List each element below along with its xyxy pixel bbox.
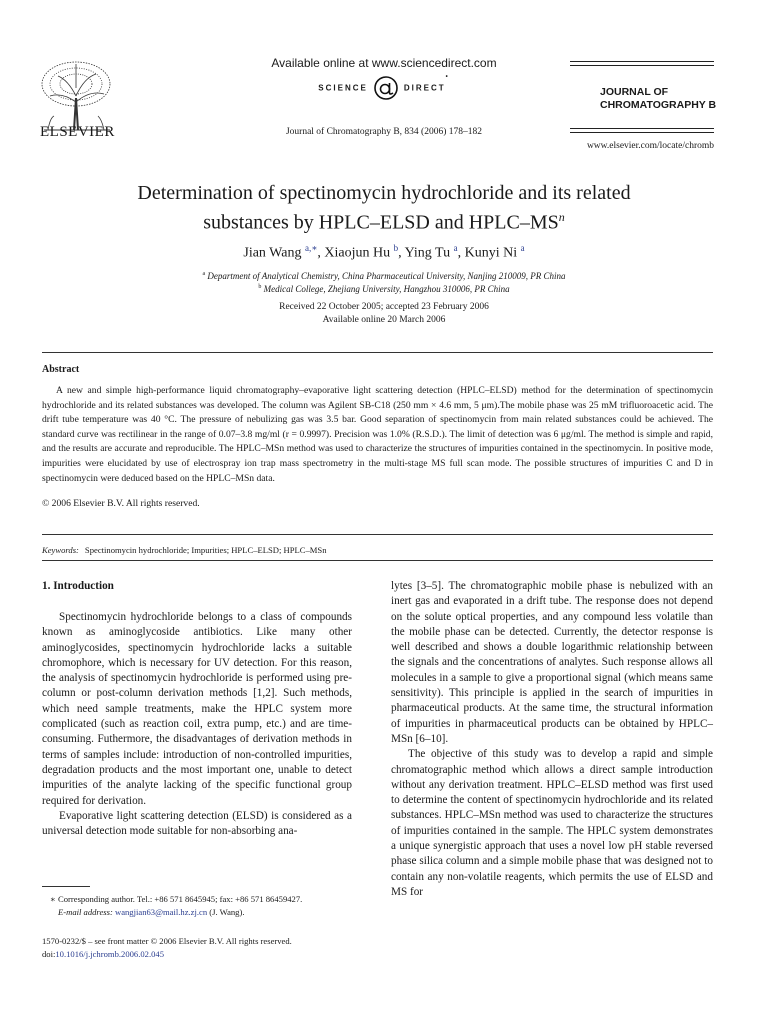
author-list: [0, 243, 768, 262]
journal-rule-top-2: [570, 65, 714, 66]
title-line-2: [60, 205, 708, 235]
author-name[interactable]: Ying Tu: [404, 245, 451, 261]
journal-rule-bottom: [570, 128, 714, 129]
article-title: [60, 181, 708, 235]
keywords-top-rule: [42, 534, 713, 535]
email-owner: (J. Wang).: [209, 907, 245, 917]
footnote-rule: [42, 886, 90, 887]
title-line-1: Determination of spectinomycin hydrochloride and its related: [137, 182, 631, 204]
email-line: [42, 906, 362, 919]
at-symbol-icon: [372, 74, 400, 102]
email-link[interactable]: wangjian63@mail.hz.zj.cn: [114, 907, 208, 917]
paragraph: Evaporative light scattering detection (ELSD) is considered as a universal detection mode suitable for non-absorbing ana-: [42, 809, 352, 838]
journal-name-line2: CHROMATOGRAPHY B: [600, 99, 717, 111]
received-dates: Received 22 October 2005; accepted 23 February 2006: [279, 302, 489, 312]
available-date: Available online 20 March 2006: [322, 315, 446, 325]
journal-rule-bottom-2: [570, 132, 714, 133]
right-column: [391, 579, 713, 900]
section-heading-introduction: 1. Introduction: [42, 580, 114, 592]
journal-rule-top: [570, 61, 714, 62]
doi-line: [42, 948, 292, 961]
journal-name: [600, 86, 716, 112]
author-affiliation-mark[interactable]: a,∗: [304, 243, 318, 253]
author-separator: ,: [317, 245, 325, 261]
author-name[interactable]: Kunyi Ni: [464, 245, 518, 261]
affiliation-a: [0, 271, 768, 281]
author-affiliation-mark[interactable]: a: [453, 243, 458, 253]
footnote-mark: ∗: [50, 894, 56, 904]
direct-word: DIRECT: [403, 83, 446, 93]
paragraph: The objective of this study was to develop a rapid and simple chromatographic method which allows a direct sample introduction without any derivation treatment. HPLC–ELSD method was first used to determine the content of spectinomycin hydrochloride and its related substances. HPLC–MSn method was used to characterize the structures of impurities contained in the sample. The HPLC system demonstrates a unique synergistic approach that uses a novel low pH stable reversed phase silica column and a simple mobile phase that was designed not to contain any non-volatile reagents, which permits the use of ELSD and MS for: [391, 748, 713, 898]
footnote: [42, 893, 362, 919]
corresponding-author-note: [42, 893, 362, 906]
available-online: Available online at www.sciencedirect.com: [271, 56, 497, 70]
doi-label: doi:: [42, 949, 56, 959]
author-affiliation-mark[interactable]: a: [520, 243, 525, 253]
doi-link[interactable]: 10.1016/j.jchromb.2006.02.045: [55, 949, 164, 959]
paragraph: Spectinomycin hydrochloride belongs to a class of compounds known as aminoglycoside antibiotics. Like many other aminoglycosides, spectinomycin hydrochloride lacks a suitable chromophore, which is necessary for UV detection. For this reason, the analysis of spectinomycin hydrochloride is performed using pre-column or post-column derivation methods [1,2]. Such methods, which need sample treatments, make the HPLC system more complicated (such as reaction coil, extra pump, etc.) and are time-consuming. Futhermore, the disadvantages of derivation methods in terms of samples include: introduction of non-controlled impurities, degradation products and the most important one, unable to detect impurities of the analyte lacking of the specific functional group required for derivation.: [42, 611, 352, 807]
title-line-2-text: substances by HPLC–ELSD and HPLC–MS: [203, 211, 559, 234]
affiliation-b-text: Medical College, Zhejiang University, Hangzhou 310006, PR China: [263, 284, 510, 294]
journal-reference: Journal of Chromatography B, 834 (2006) 178–182: [285, 127, 483, 137]
paragraph: lytes [3–5]. The chromatographic mobile phase is nebulized with an inert gas and evaporated in a drift tube. The response does not depend on the solute optical properties, and any compound less volatile than the mobile phase can be detected. Currently, the detector response is well described and shows a double logarithmic relationship between the signals and the concentrations of analytes. Such response allows all molecules in a sample to give a proportional signal (which means same sensitivity). This principle is applied in the search of impurities in pharmaceutical products. At the same time, the structural information of impurities in pharmaceutical products can be obtained by HPLC–MSn [6–10].: [391, 580, 713, 745]
abstract-heading: Abstract: [42, 364, 80, 375]
front-matter: [42, 935, 292, 961]
journal-name-line1: JOURNAL OF: [600, 86, 669, 98]
sciencedirect-logo: SCIENCE DIRECT•: [0, 74, 768, 104]
affiliation-b-mark: b: [258, 284, 262, 290]
keywords: [42, 545, 327, 555]
affiliation-a-mark: a: [202, 271, 206, 277]
author-separator: ,: [398, 245, 405, 261]
keywords-bottom-rule: [42, 560, 713, 561]
author-name[interactable]: Xiaojun Hu: [324, 245, 391, 261]
publisher-name: ELSEVIER: [40, 124, 115, 140]
author-name[interactable]: Jian Wang: [243, 245, 302, 261]
journal-url-link[interactable]: www.elsevier.com/locate/chromb: [586, 141, 714, 151]
corresponding-author-text: Corresponding author. Tel.: +86 571 8645945; fax: +86 571 86459427.: [58, 894, 303, 904]
issn-line: 1570-0232/$ – see front matter © 2006 Elsevier B.V. All rights reserved.: [42, 936, 292, 946]
abstract-text: A new and simple high-performance liquid chromatography–evaporative light scattering detection (HPLC–ELSD) method for the determination of spectinomycin hydrochloride and its related substances was developed. The column was Agilent SB-C18 (250 mm × 4.6 mm, 5 μm).The mobile phase was 25 mM trifluoroacetic acid. The drift tube temperature was 40 °C. The pressure of nebulizing gas was 3.5 bar. Good separation of spectinomycin from main related substances could be achieved. The standard curve was rectilinear in the range of 0.07–3.8 mg/ml (r = 0.9997). Precision was 1.0% (R.S.D.). The limit of detection was 6 μg/ml. The method is simple and rapid, and the results are accurate and reproducible. The HPLC–MSn method was used to characterize the structures of impurities contained in the spectinomycin. In positive mode, impurities were elucidated by use of electrospray ion trap mass spectrometry in the multi-stage MS full scan mode. The possible structures of impurities C and D in spectinomycin were deduced based on the HPLC–MSn data.: [42, 385, 713, 484]
copyright-line: © 2006 Elsevier B.V. All rights reserved.: [42, 498, 200, 509]
keywords-text: Spectinomycin hydrochloride; Impurities; HPLC–ELSD; HPLC–MSn: [84, 545, 327, 555]
abstract-top-rule: [42, 352, 713, 353]
author-affiliation-mark[interactable]: b: [393, 243, 399, 253]
author-separator: ,: [457, 245, 465, 261]
email-label: E-mail address:: [58, 907, 113, 917]
science-word: SCIENCE: [318, 83, 368, 93]
title-superscript: n: [558, 210, 565, 224]
affiliation-b: [0, 284, 768, 294]
keywords-label: Keywords:: [42, 545, 79, 555]
affiliation-a-text: Department of Analytical Chemistry, China Pharmaceutical University, Nanjing 210009, PR China: [207, 271, 566, 281]
left-column: [42, 610, 352, 839]
